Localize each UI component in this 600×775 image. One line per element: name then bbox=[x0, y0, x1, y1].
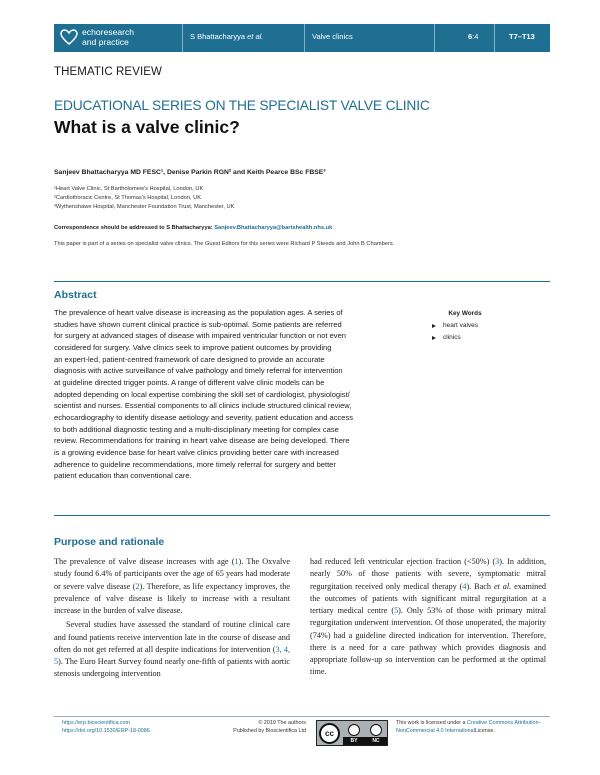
text-run: The prevalence of valve disease increases with age ( bbox=[54, 557, 235, 566]
abstract-line: adopted depending on local expertise combining the skill set of cardiologist, physiologist/ bbox=[54, 389, 350, 399]
running-author bbox=[190, 32, 263, 41]
paragraph bbox=[54, 619, 290, 680]
paragraph bbox=[310, 556, 546, 679]
body-column-right bbox=[310, 556, 546, 679]
license-link[interactable]: Creative Commons Attribution-NonCommercial 4.0 International bbox=[396, 720, 541, 734]
text-run: ). Bach bbox=[466, 581, 494, 591]
affiliation-1: ¹Heart Valve Clinic, St Bartholomew's Hospital, London, UK bbox=[54, 186, 204, 192]
abstract-line: an expert-led, patient-centred framework of care designed to provide an accurate bbox=[54, 354, 325, 364]
text-run: Several studies have assessed the standard of routine clinical care and found patients receive intervention late in the course of disease and often do not get referred at all despite indications for intervention ( bbox=[54, 620, 290, 654]
reference-link[interactable]: 1 bbox=[234, 557, 239, 566]
cc-logo-icon: cc bbox=[319, 723, 340, 744]
noncommercial-icon bbox=[370, 724, 382, 736]
triangle-bullet-icon bbox=[432, 324, 436, 328]
doi-link[interactable]: https://doi.org/10.1530/ERP-18-0086 bbox=[62, 727, 150, 734]
running-title: Valve clinics bbox=[312, 32, 353, 41]
attribution-person-icon bbox=[348, 724, 360, 736]
header-divider bbox=[434, 24, 435, 52]
footer-links bbox=[62, 720, 150, 735]
publisher-text: Published by Bioscientifica Ltd bbox=[233, 727, 306, 734]
abstract-line: is a growing evidence base for heart valve clinics providing better care with increased bbox=[54, 447, 339, 457]
header-divider bbox=[304, 24, 305, 52]
text-run: ). In addition, nearly 50% of those patients with severe, symptomatic mitral regurgitation received only medical therapy ( bbox=[310, 557, 546, 591]
section-heading-purpose: Purpose and rationale bbox=[54, 536, 165, 548]
heart-logo-icon bbox=[60, 29, 78, 45]
abstract-line: adherence to guideline recommendations, more timely referral for surgery and better bbox=[54, 459, 336, 469]
cc-license-badge[interactable] bbox=[316, 720, 388, 746]
correspondence-email-link[interactable]: Sanjeev.Bhattacharyya@bartshealth.nhs.uk bbox=[214, 225, 333, 231]
journal-url-link[interactable]: https://erp.bioscientifica.com bbox=[62, 720, 131, 726]
abstract-line: at guideline directed trigger points. A range of different valve clinic models can be bbox=[54, 377, 325, 387]
text-run: examined the outcomes of patients with significant mitral regurgitation at a tertiary medical centre ( bbox=[310, 581, 546, 615]
author-list: Sanjeev Bhattacharyya MD FESC¹, Denise Parkin RGN² and Keith Pearce BSc FBSE³ bbox=[54, 169, 326, 176]
page-range: T7–T13 bbox=[509, 32, 535, 41]
header-divider bbox=[494, 24, 495, 52]
body-column-left bbox=[54, 556, 290, 681]
footer-rule bbox=[54, 716, 550, 717]
license-text: This work is licensed under a bbox=[396, 720, 468, 726]
abstract-line: diagnosis with active surveillance of valve pathology and timely referral for intervention bbox=[54, 366, 343, 376]
abstract-line: scientist and nurses. Essential components to all clinics include structured clinical review, bbox=[54, 401, 352, 411]
abstract-bottom-rule bbox=[54, 515, 550, 516]
abstract-line: considered for surgery. Valve clinics seek to improve patient outcomes by providing bbox=[54, 342, 332, 352]
text-run: ). The Oxvalve study found 6.4% of participants over the age of 65 years had moderate or severe valve disease ( bbox=[54, 557, 290, 591]
text-run: ). Therefore, as life expectancy improves, the prevalence of valve disease is likely to increase with a resultant increase in the burden of valve disease. bbox=[54, 581, 290, 615]
abstract-line: to both additional diagnostic testing and a multi-disciplinary meeting for complex case bbox=[54, 424, 339, 434]
reference-link[interactable]: 5 bbox=[394, 606, 399, 615]
header-divider bbox=[182, 24, 183, 52]
keyword-label: clinics bbox=[443, 334, 461, 341]
section-label: THEMATIC REVIEW bbox=[54, 66, 162, 78]
correspondence-label: Correspondence should be addressed to S Bhattacharyya: bbox=[54, 225, 213, 231]
affiliation-2: ²Cardiothoracic Centre, St Thomas's Hospital, London, UK bbox=[54, 195, 202, 201]
text-run: ). Only 53% of those with primary mitral regurgitation underwent intervention. Of those unoperated, the majority (74%) had a guideline directed indication for intervention. Therefore, there is a need for a care pathway which provides diagnosis and appropriate follow-up so intervention can be performed at the optimal time. bbox=[310, 606, 546, 677]
abstract-line: review. Recommendations for training in heart valve disease are being developed. There bbox=[54, 436, 350, 446]
cc-nc-label: NC bbox=[372, 738, 380, 744]
footer-license bbox=[396, 720, 546, 735]
keywords-box bbox=[432, 310, 552, 341]
reference-link[interactable]: 3, 4, 5 bbox=[54, 644, 290, 666]
running-author-name: S Bhattacharyya bbox=[190, 32, 246, 41]
cc-by-label: BY bbox=[350, 738, 358, 744]
abstract-line: patient education than conventional care. bbox=[54, 471, 192, 481]
abstract-heading: Abstract bbox=[54, 289, 97, 301]
volume-issue bbox=[468, 32, 478, 41]
logo-line-1: echoresearch bbox=[82, 27, 135, 37]
volume: 6 bbox=[468, 32, 473, 41]
abstract-line: for surgery at advanced stages of disease with impaired ventricular function or not even bbox=[54, 331, 346, 341]
series-title: EDUCATIONAL SERIES ON THE SPECIALIST VALVE CLINIC bbox=[54, 98, 430, 113]
keyword-label: heart valves bbox=[443, 322, 479, 329]
license-text-end: License. bbox=[474, 727, 495, 734]
correspondence bbox=[54, 225, 332, 231]
text-run: ). The Euro Heart Survey found nearly one-fifth of patients with aortic stenosis undergoing intervention bbox=[54, 657, 290, 679]
series-note: This paper is part of a series on specialist valve clinics. The Guest Editors for this series were Richard P Steeds and John B Chambers. bbox=[54, 241, 395, 247]
text-run: had reduced left ventricular ejection fraction (<50%) ( bbox=[310, 557, 496, 566]
abstract-line: studies have shown current clinical practice is sub-optimal. Some patients are referred bbox=[54, 319, 342, 329]
reference-link[interactable]: 3 bbox=[495, 557, 500, 566]
abstract-top-rule bbox=[54, 281, 550, 282]
copyright-text: © 2019 The authors bbox=[258, 720, 306, 726]
cc-band bbox=[343, 737, 387, 745]
logo-line-2: and practice bbox=[82, 36, 129, 47]
reference-link[interactable]: 2 bbox=[135, 581, 140, 591]
abstract-line: The prevalence of heart valve disease is increasing as the population ages. A series of bbox=[54, 308, 343, 317]
issue: :4 bbox=[472, 32, 479, 41]
triangle-bullet-icon bbox=[432, 336, 436, 340]
reference-link[interactable]: 4 bbox=[462, 581, 467, 591]
abstract-body bbox=[54, 307, 424, 482]
paragraph bbox=[54, 556, 290, 617]
keywords-title: Key Words bbox=[448, 310, 482, 317]
journal-logo[interactable] bbox=[60, 28, 180, 50]
running-author-etal: et al. bbox=[247, 32, 264, 41]
journal-header-bar bbox=[54, 24, 550, 52]
affiliation-3: ³Wythenshawe Hospital, Manchester Foundation Trust, Manchester, UK bbox=[54, 204, 235, 210]
article-title: What is a valve clinic? bbox=[54, 117, 240, 137]
keyword-item[interactable] bbox=[432, 322, 552, 329]
keyword-item[interactable] bbox=[432, 334, 552, 341]
text-run: et al. bbox=[493, 581, 512, 591]
abstract-line: echocardiography to identify disease aetiology and severity, patient education and access bbox=[54, 412, 353, 422]
footer-copyright bbox=[210, 720, 306, 735]
